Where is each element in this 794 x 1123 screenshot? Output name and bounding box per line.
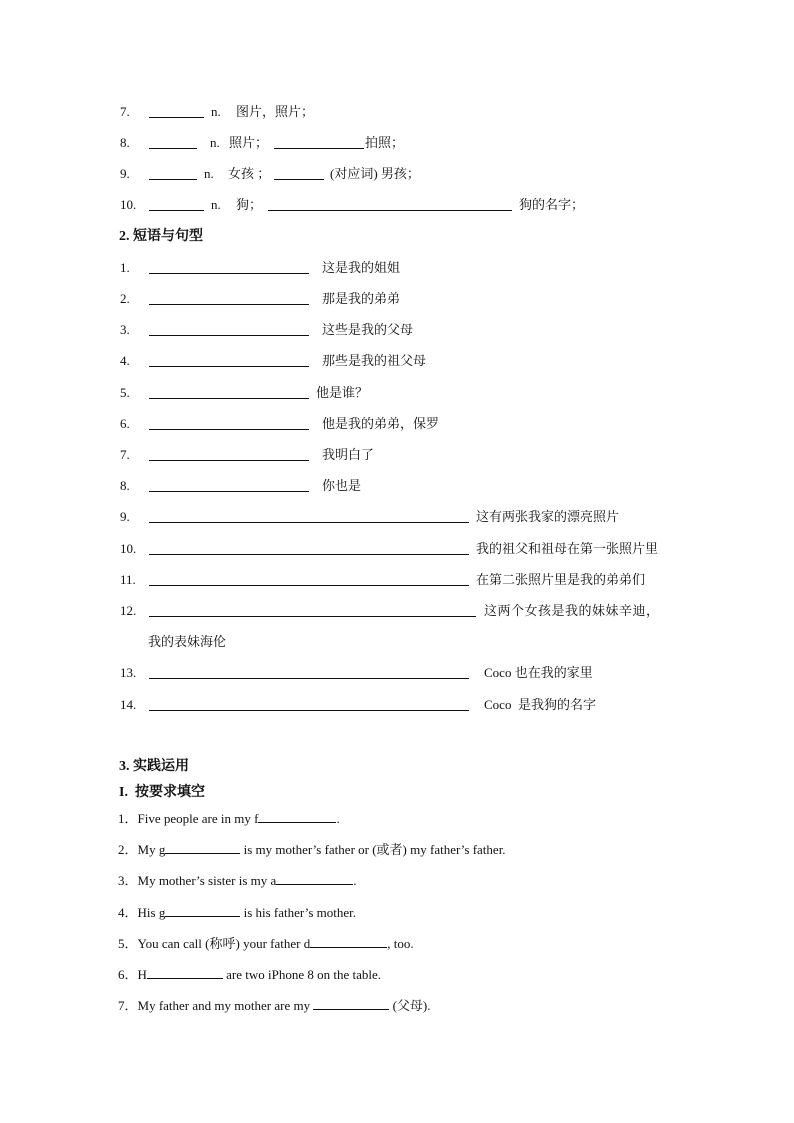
sentence-start: My father and my mother are my (137, 998, 314, 1013)
item-number: 1． (118, 811, 138, 826)
part-of-speech: n. (211, 197, 221, 212)
answer-blank[interactable] (310, 935, 387, 948)
phrase-prompt: 这些是我的父母 (322, 322, 414, 337)
sentence-end: . (336, 811, 340, 826)
answer-blank[interactable] (149, 491, 309, 492)
answer-blank[interactable] (149, 210, 204, 211)
sentence-start: You can call (称呼) your father d (137, 936, 311, 951)
meaning: 女孩 ； (228, 166, 271, 181)
item-number: 2. (120, 291, 130, 306)
fill-in-sentence (118, 934, 414, 954)
phrase-prompt: 他是我的弟弟，保罗 (322, 416, 440, 431)
item-number: 8. (120, 135, 130, 150)
answer-blank[interactable] (149, 429, 309, 430)
fill-in-sentence (118, 840, 506, 860)
fill-in-sentence (118, 996, 431, 1016)
item-number: 5. (120, 385, 130, 400)
item-number: 2． (118, 842, 138, 857)
fill-in-sentence (118, 871, 357, 891)
item-number: 6． (118, 967, 138, 982)
phrase-prompt: 那是我的弟弟 (322, 291, 401, 306)
meaning: 图片，照片； (236, 104, 315, 119)
answer-blank[interactable] (149, 678, 469, 679)
fill-in-sentence (118, 903, 356, 923)
item-number: 7． (118, 998, 138, 1013)
answer-blank[interactable] (149, 148, 197, 149)
phrase-prompt: 这有两张我家的漂亮照片 (476, 509, 620, 524)
answer-blank[interactable] (149, 366, 309, 367)
sentence-end: . (353, 873, 357, 888)
answer-blank[interactable] (149, 554, 469, 555)
phrase-prompt: 这两个女孩是我的妹妹辛迪， (484, 603, 660, 618)
item-number: 1. (120, 260, 130, 275)
answer-blank[interactable] (165, 904, 240, 917)
phrase-prompt: 我的祖父和祖母在第一张照片里 (476, 541, 659, 556)
item-number: 11. (120, 572, 136, 587)
answer-blank[interactable] (149, 273, 309, 274)
answer-blank[interactable] (149, 616, 476, 617)
item-number: 7. (120, 104, 130, 119)
subsection-heading: I. 按要求填空 (119, 785, 205, 800)
answer-blank[interactable] (149, 585, 469, 586)
answer-blank[interactable] (258, 810, 336, 823)
section-heading: 2. 短语与句型 (119, 229, 203, 244)
answer-blank[interactable] (149, 179, 197, 180)
answer-blank[interactable] (313, 997, 389, 1010)
item-number: 10. (120, 197, 137, 212)
item-number: 10. (120, 541, 137, 556)
answer-blank[interactable] (149, 304, 309, 305)
phrase-prompt: 在第二张照片里是我的弟弟们 (476, 572, 646, 587)
answer-blank[interactable] (274, 179, 324, 180)
answer-blank[interactable] (149, 460, 309, 461)
phrase-prompt: 你也是 (322, 478, 362, 493)
meaning: 狗； (236, 197, 263, 212)
sentence-start: H (137, 967, 147, 982)
sentence-end: is my mother’s father or (或者) my father’s father. (240, 842, 506, 857)
item-number: 13. (120, 665, 137, 680)
part-of-speech: n. (210, 135, 220, 150)
answer-blank[interactable] (149, 117, 204, 118)
answer-blank[interactable] (165, 841, 240, 854)
sentence-end: is his father’s mother. (240, 905, 356, 920)
meaning: 照片； (229, 135, 269, 150)
phrase-prompt: 我明白了 (322, 447, 375, 462)
item-number: 8. (120, 478, 130, 493)
fill-in-sentence (118, 965, 381, 985)
item-number: 9. (120, 509, 130, 524)
phrase-prompt: 他是谁？ (316, 385, 369, 400)
phrase-prompt-continuation: 我的表妹海伦 (148, 634, 227, 649)
answer-blank[interactable] (276, 872, 353, 885)
item-number: 7. (120, 447, 130, 462)
answer-blank[interactable] (149, 522, 469, 523)
item-number: 4． (118, 905, 138, 920)
item-number: 3． (118, 873, 138, 888)
part-of-speech: n. (211, 104, 221, 119)
answer-blank[interactable] (149, 398, 309, 399)
fill-in-sentence (118, 809, 340, 829)
extra-meaning: 拍照； (365, 135, 405, 150)
item-number: 4. (120, 353, 130, 368)
phrase-prompt: 这是我的姐姐 (322, 260, 401, 275)
answer-blank[interactable] (149, 335, 309, 336)
item-number: 14. (120, 697, 137, 712)
part-of-speech: n. (204, 166, 214, 181)
answer-blank[interactable] (274, 148, 364, 149)
sentence-end: are two iPhone 8 on the table. (222, 967, 382, 982)
answer-blank[interactable] (147, 966, 223, 979)
answer-blank[interactable] (149, 710, 469, 711)
phrase-prompt: 那些是我的祖父母 (322, 353, 427, 368)
sentence-start: My g (137, 842, 166, 857)
phrase-prompt: Coco 是我狗的名字 (484, 697, 596, 712)
item-number: 3. (120, 322, 130, 337)
extra-meaning: 狗的名字； (519, 197, 585, 212)
item-number: 5． (118, 936, 138, 951)
item-number: 12. (120, 603, 137, 618)
sentence-start: Five people are in my f (137, 811, 259, 826)
phrase-prompt: Coco 也在我的家里 (484, 665, 593, 680)
item-number: 6. (120, 416, 130, 431)
section-heading: 3. 实践运用 (119, 759, 189, 774)
extra-meaning: (对应词) 男孩； (330, 166, 420, 181)
sentence-end: , too. (387, 936, 414, 951)
item-number: 9. (120, 166, 130, 181)
sentence-end: (父母). (389, 998, 431, 1013)
sentence-start: His g (137, 905, 166, 920)
sentence-start: My mother’s sister is my a (137, 873, 277, 888)
answer-blank[interactable] (268, 210, 512, 211)
